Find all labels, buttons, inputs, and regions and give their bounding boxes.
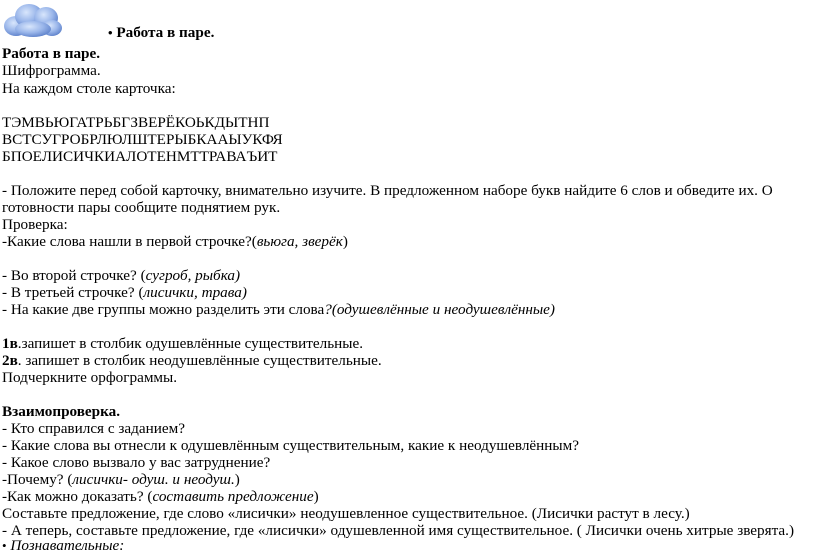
bullet-icon: • (108, 25, 113, 40)
question-3 (2, 284, 247, 301)
subtitle: Работа в паре. (2, 45, 101, 62)
underline-instruction: Подчеркните орфограммы. (2, 369, 178, 386)
mutual-line-7: - А теперь, составьте предложение, где «лисички» одушевленной имя существительное. ( Лисички очень хитрые зверята.) (2, 522, 795, 539)
code-line-2: ВСТСУГРОБРЛЮЛШТЕРЫБКААЫУКФЯ (2, 131, 283, 148)
question-3-text: - В третьей строчке? ( (2, 284, 144, 301)
variant-2-text: . запишет в столбик неодушевлённые существительные. (17, 352, 382, 369)
mutual-line-5 (2, 488, 319, 505)
bullet-icon: • (2, 538, 7, 553)
card-label: На каждом столе карточка: (2, 80, 176, 97)
cognitive-line (2, 537, 124, 554)
mutual-line-4-text: -Почему? ( (2, 471, 73, 488)
mutual-line-5-text: -Как можно доказать? ( (2, 488, 153, 505)
variant-2 (2, 352, 382, 369)
mutual-line-1: - Кто справился с заданием? (2, 420, 185, 437)
header-title-line (108, 24, 214, 41)
question-2-answer: сугроб, рыбка) (145, 267, 241, 284)
mutual-check-heading: Взаимопроверка. (2, 403, 121, 420)
check-label: Проверка: (2, 216, 68, 233)
mutual-line-5-answer: составить предложение (152, 488, 314, 505)
variant-1-label: 1в (2, 335, 18, 352)
question-4 (2, 301, 555, 318)
task-line-1: - Положите перед собой карточку, внимательно изучите. В предложенном наборе букв найдите 6 слов и обведите их. О (2, 182, 773, 199)
task-line-2: готовности пары сообщите поднятием рук. (2, 199, 281, 216)
mutual-line-3: - Какое слово вызвало у вас затруднение? (2, 454, 271, 471)
header-title: Работа в паре. (116, 24, 215, 41)
mutual-line-4-close: ) (234, 471, 240, 488)
variant-2-label: 2в (2, 352, 18, 369)
question-3-answer: лисички, трава) (143, 284, 247, 301)
mutual-line-4-answer: лисички- одуш. и неодуш. (72, 471, 235, 488)
question-4-text: - На какие две группы можно разделить эти слова (2, 301, 325, 318)
cloud-icon (2, 2, 64, 38)
question-4-answer: ?(одушевлённые и неодушевлённые) (324, 301, 555, 318)
question-2-text: - Во второй строчке? ( (2, 267, 146, 284)
mutual-line-4 (2, 471, 240, 488)
cipher-label: Шифрограмма. (2, 62, 101, 79)
question-1 (2, 233, 348, 250)
variant-1-text: .запишет в столбик одушевлённые существительные. (17, 335, 363, 352)
question-1-close: ) (342, 233, 348, 250)
code-line-3: БПОЕЛИСИЧКИАЛОТЕНМТТРАВАЪИТ (2, 148, 278, 165)
question-1-answer: вьюга, зверёк (256, 233, 343, 250)
cognitive-label: Познавательные: (10, 537, 125, 554)
variant-1 (2, 335, 363, 352)
question-1-text: -Какие слова нашли в первой строчке?( (2, 233, 257, 250)
question-2 (2, 267, 240, 284)
mutual-line-6: Составьте предложение, где слово «лисички» неодушевленное существительное. (Лисички растут в лесу.) (2, 505, 690, 522)
mutual-line-5-close: ) (313, 488, 319, 505)
mutual-line-2: - Какие слова вы отнесли к одушевлённым существительным, какие к неодушевлённым? (2, 437, 579, 454)
code-line-1: ТЭМВЬЮГАТРЬБГЗВЕРЁКОЬКДЫТНП (2, 114, 270, 131)
